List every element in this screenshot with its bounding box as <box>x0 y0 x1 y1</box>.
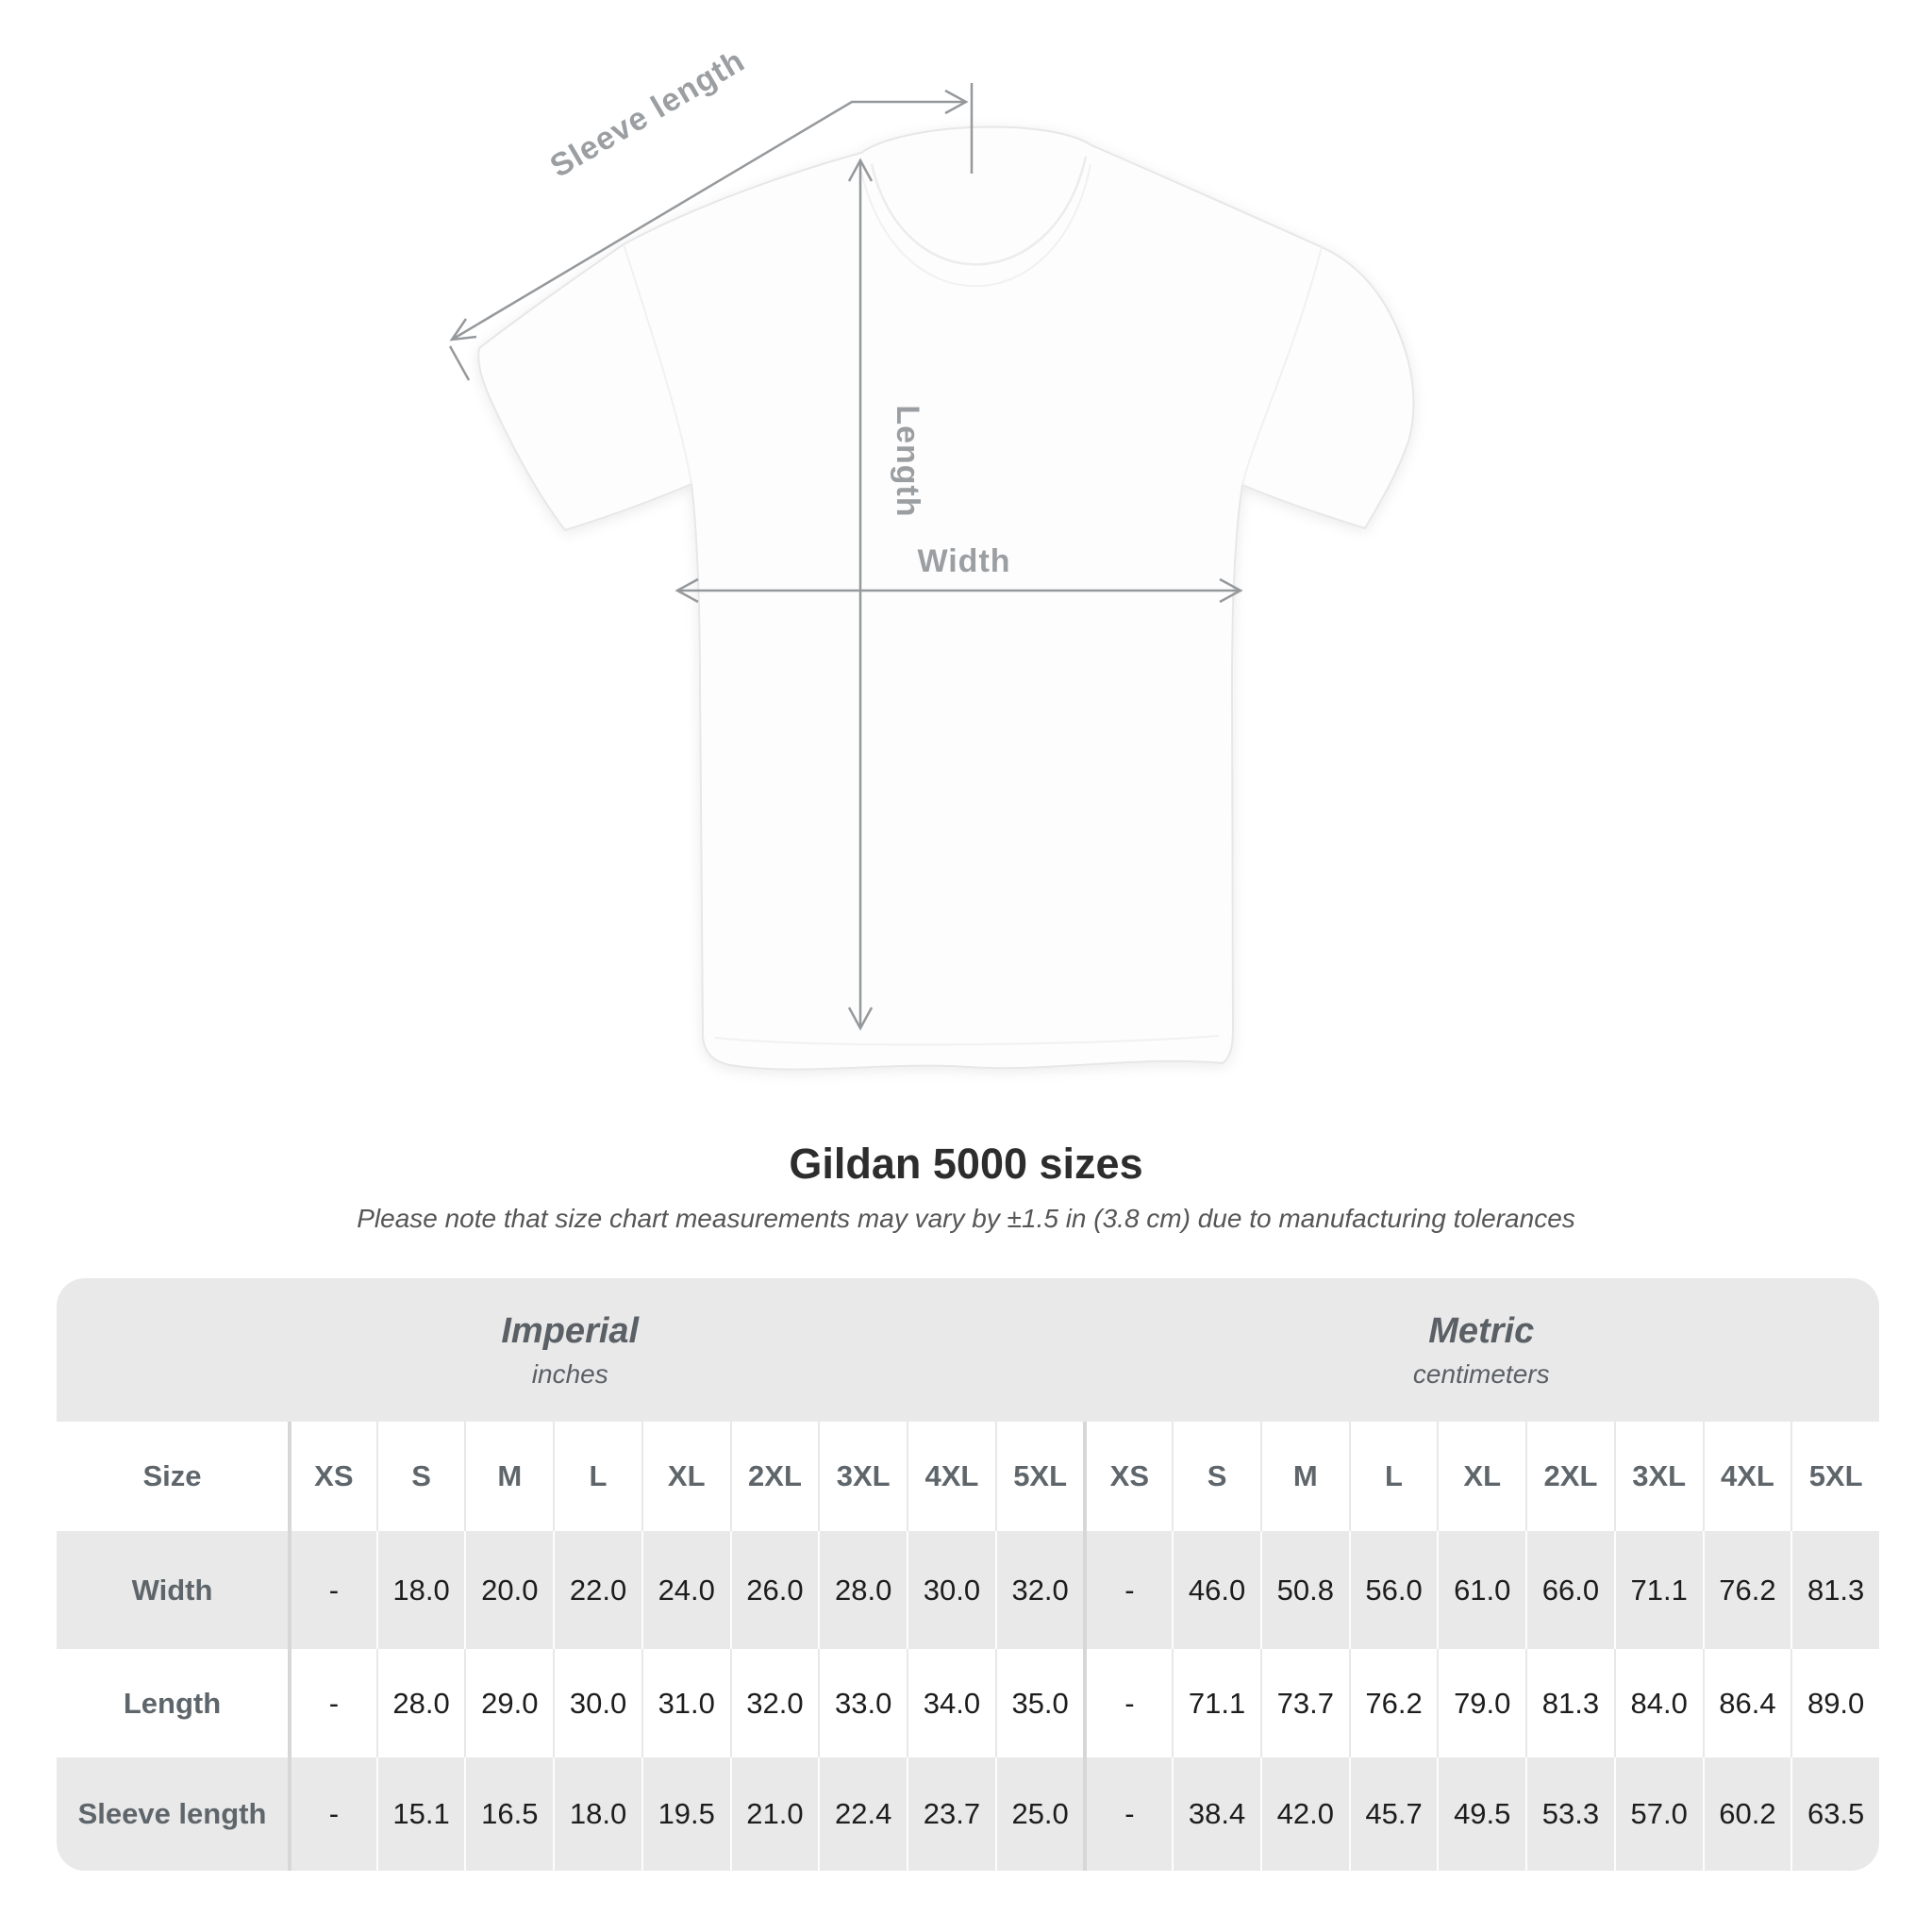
measurement-cell-metric: 42.0 <box>1260 1757 1349 1871</box>
size-header-imperial: M <box>464 1422 553 1531</box>
measurement-cell-metric: 38.4 <box>1172 1757 1260 1871</box>
size-header-metric: 5XL <box>1790 1422 1879 1531</box>
row-label: Length <box>123 1686 222 1720</box>
measurement-cell-metric: 46.0 <box>1172 1531 1260 1649</box>
imperial-title: Imperial <box>501 1310 640 1351</box>
measurement-cell-metric: - <box>1083 1757 1172 1871</box>
measurement-cell-metric: 60.2 <box>1703 1757 1791 1871</box>
measurement-cell-metric: - <box>1083 1649 1172 1757</box>
imperial-header <box>57 1278 1084 1422</box>
measurement-cell-imperial: 30.0 <box>907 1531 995 1649</box>
measurement-cell-metric: 81.3 <box>1525 1649 1614 1757</box>
measurement-cell-metric: 81.3 <box>1790 1531 1879 1649</box>
measurement-cell-imperial: 32.0 <box>995 1531 1084 1649</box>
measurement-cell-imperial: 18.0 <box>553 1757 641 1871</box>
size-header-imperial: 4XL <box>907 1422 995 1531</box>
sleeve-end-tick <box>450 346 469 380</box>
sleeve-length-label: Sleeve length <box>543 42 752 185</box>
measurement-cell-imperial: 35.0 <box>995 1649 1084 1757</box>
size-header-metric: 3XL <box>1614 1422 1703 1531</box>
size-column-header: Size <box>142 1459 202 1492</box>
length-label: Length <box>890 405 925 518</box>
size-header-metric: XS <box>1083 1422 1172 1531</box>
measurement-cell-imperial: 24.0 <box>641 1531 730 1649</box>
measurement-cell-imperial: 31.0 <box>641 1649 730 1757</box>
size-header-imperial: L <box>553 1422 641 1531</box>
row-label: Width <box>131 1573 213 1607</box>
measurement-cell-imperial: 28.0 <box>818 1531 907 1649</box>
measurement-cell-metric: 57.0 <box>1614 1757 1703 1871</box>
measurement-cell-imperial: 20.0 <box>464 1531 553 1649</box>
measurement-cell-imperial: 21.0 <box>730 1757 819 1871</box>
length-row <box>57 1649 1879 1757</box>
metric-title: Metric <box>1428 1310 1535 1351</box>
measurement-cell-imperial: 16.5 <box>464 1757 553 1871</box>
measurement-cell-metric: 71.1 <box>1172 1649 1260 1757</box>
measurement-cell-metric: 61.0 <box>1437 1531 1525 1649</box>
width-row <box>57 1531 1879 1649</box>
measurement-cell-imperial: 34.0 <box>907 1649 995 1757</box>
size-header-imperial: S <box>376 1422 465 1531</box>
measurement-cell-metric: 63.5 <box>1790 1757 1879 1871</box>
size-header-imperial: XL <box>641 1422 730 1531</box>
measurement-cell-imperial: - <box>288 1531 376 1649</box>
size-header-metric: 4XL <box>1703 1422 1791 1531</box>
measurement-cell-imperial: 19.5 <box>641 1757 730 1871</box>
measurement-cell-imperial: 32.0 <box>730 1649 819 1757</box>
measurement-cell-metric: 73.7 <box>1260 1649 1349 1757</box>
size-header-metric: 2XL <box>1525 1422 1614 1531</box>
size-header-imperial: 2XL <box>730 1422 819 1531</box>
size-table <box>57 1278 1879 1871</box>
size-header-imperial: 3XL <box>818 1422 907 1531</box>
measurement-cell-imperial: 23.7 <box>907 1757 995 1871</box>
measurement-cell-metric: 89.0 <box>1790 1649 1879 1757</box>
measurement-cell-imperial: 22.4 <box>818 1757 907 1871</box>
measurement-cell-imperial: 33.0 <box>818 1649 907 1757</box>
size-header-row <box>57 1422 1879 1531</box>
size-header-imperial: XS <box>288 1422 376 1531</box>
metric-header <box>1084 1278 1880 1422</box>
measurement-cell-imperial: - <box>288 1649 376 1757</box>
sleeve-length-row <box>57 1757 1879 1871</box>
tolerance-note: Please note that size chart measurements may vary by ±1.5 in (3.8 cm) due to manufacturing tolerances <box>357 1204 1575 1233</box>
measurement-cell-imperial: 22.0 <box>553 1531 641 1649</box>
size-header-metric: M <box>1260 1422 1349 1531</box>
tshirt-outline <box>478 126 1413 1069</box>
measurement-cell-metric: 76.2 <box>1349 1649 1438 1757</box>
measurement-cell-imperial: 28.0 <box>376 1649 465 1757</box>
page-title: Gildan 5000 sizes <box>789 1140 1143 1188</box>
measurement-cell-imperial: 15.1 <box>376 1757 465 1871</box>
measurement-cell-metric: 45.7 <box>1349 1757 1438 1871</box>
measurement-cell-metric: 79.0 <box>1437 1649 1525 1757</box>
measurement-cell-metric: 50.8 <box>1260 1531 1349 1649</box>
size-header-imperial: 5XL <box>995 1422 1084 1531</box>
size-header-metric: L <box>1349 1422 1438 1531</box>
measurement-cell-imperial: 29.0 <box>464 1649 553 1757</box>
measurement-cell-metric: 49.5 <box>1437 1757 1525 1871</box>
width-label: Width <box>917 543 1011 579</box>
measurement-cell-imperial: 18.0 <box>376 1531 465 1649</box>
measurement-cell-imperial: 26.0 <box>730 1531 819 1649</box>
measurement-cell-imperial: 25.0 <box>995 1757 1084 1871</box>
measurement-cell-imperial: 30.0 <box>553 1649 641 1757</box>
measurement-cell-metric: 86.4 <box>1703 1649 1791 1757</box>
unit-header-row <box>57 1278 1879 1422</box>
measurement-cell-metric: 84.0 <box>1614 1649 1703 1757</box>
measurement-cell-metric: 53.3 <box>1525 1757 1614 1871</box>
measurement-cell-metric: - <box>1083 1531 1172 1649</box>
measurement-cell-imperial: - <box>288 1757 376 1871</box>
measurement-cell-metric: 71.1 <box>1614 1531 1703 1649</box>
row-label: Sleeve length <box>77 1797 267 1830</box>
measurement-cell-metric: 66.0 <box>1525 1531 1614 1649</box>
size-header-metric: S <box>1172 1422 1260 1531</box>
size-header-metric: XL <box>1437 1422 1525 1531</box>
imperial-unit: inches <box>531 1358 608 1389</box>
measurement-cell-metric: 76.2 <box>1703 1531 1791 1649</box>
metric-unit: centimeters <box>1412 1358 1550 1389</box>
measurement-cell-metric: 56.0 <box>1349 1531 1438 1649</box>
